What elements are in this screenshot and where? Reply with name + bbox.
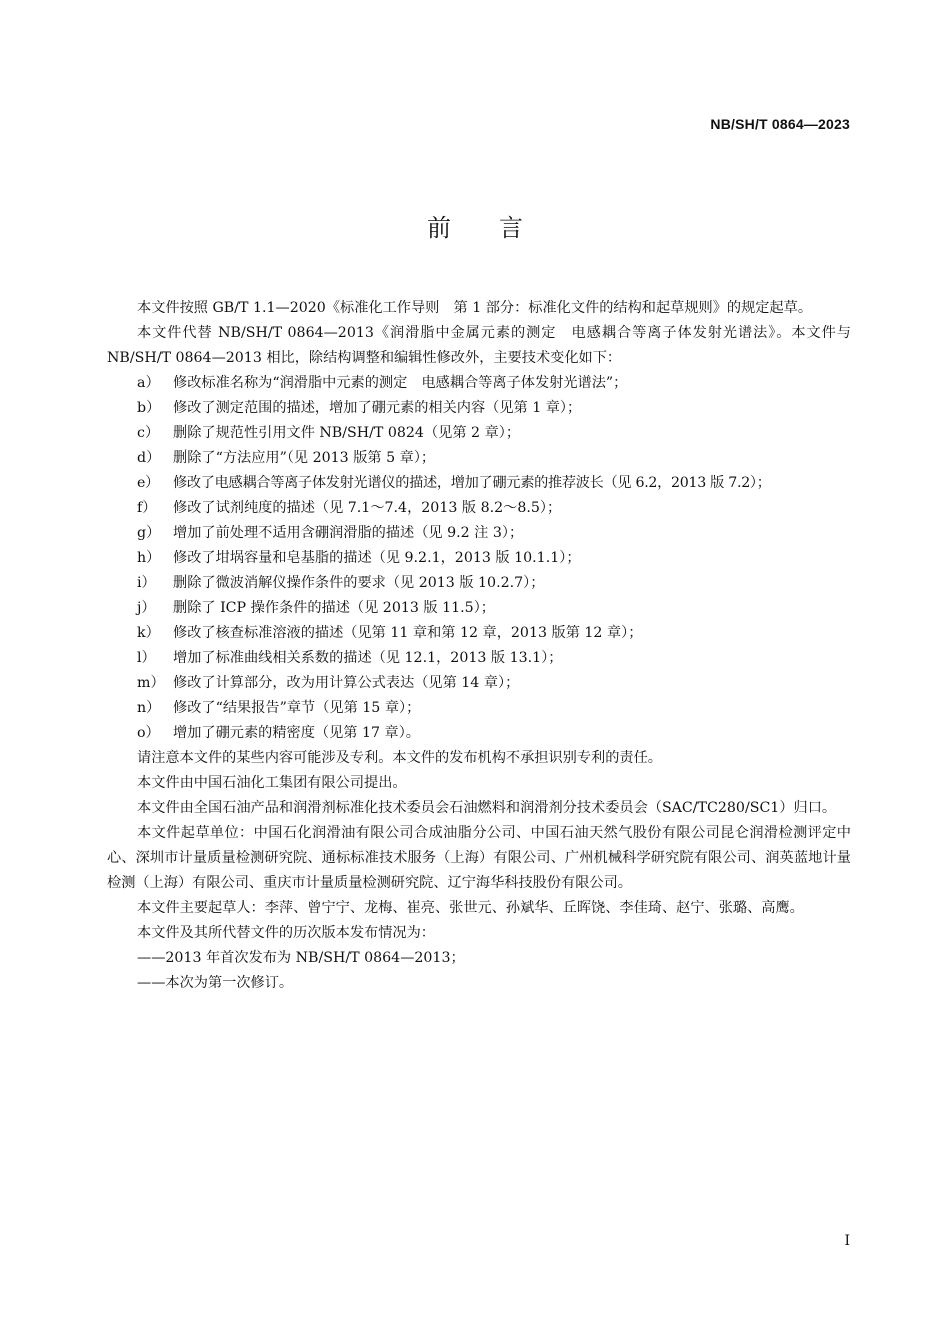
page-number: I xyxy=(844,1233,850,1249)
list-marker: d） xyxy=(137,450,161,466)
list-marker: n） xyxy=(137,700,161,716)
list-item xyxy=(107,496,851,521)
proposer-statement: 本文件由中国石油化工集团有限公司提出。 xyxy=(137,775,407,791)
paragraph: 本文件按照 GB/T 1.1—2020《标准化工作导则 第 1 部分：标准化文件的结构和起草规则》的规定起草。 xyxy=(137,300,813,316)
list-item-text: 删除了规范性引用文件 NB/SH/T 0824（见第 2 章）； xyxy=(173,425,521,441)
list-marker: m） xyxy=(137,675,165,691)
list-item-text: 增加了前处理不适用含硼润滑脂的描述（见 9.2 注 3）； xyxy=(173,525,524,541)
list-item-text: 删除了 ICP 操作条件的描述（见 2013 版 11.5）； xyxy=(173,600,495,616)
list-item-text: 修改了电感耦合等离子体发射光谱仪的描述，增加了硼元素的推荐波长（见 6.2，2013 版 7.2）； xyxy=(173,475,771,491)
list-item xyxy=(107,646,851,671)
list-marker: l） xyxy=(137,650,156,666)
list-item xyxy=(107,671,851,696)
list-marker: g） xyxy=(137,525,161,541)
list-marker: c） xyxy=(137,425,160,441)
list-item-text: 修改了测定范围的描述，增加了硼元素的相关内容（见第 1 章）； xyxy=(173,400,582,416)
standard-code: NB/SH/T 0864—2023 xyxy=(710,116,850,132)
list-item xyxy=(107,396,851,421)
main-drafters: 本文件主要起草人：李萍、曾宁宁、龙梅、崔亮、张世元、孙斌华、丘晖饶、李佳琦、赵宁、张璐、高鹰。 xyxy=(137,900,804,916)
list-marker: a） xyxy=(137,375,160,391)
list-item-text: 增加了硼元素的精密度（见第 17 章）。 xyxy=(173,725,420,741)
list-item xyxy=(107,571,851,596)
paragraph: 本文件代替 NB/SH/T 0864—2013《润滑脂中金属元素的测定 电感耦合等离子体发射光谱法》。本文件与 NB/SH/T 0864—2013 相比，除结构调整和编辑性修改外，主要技术变化如下： xyxy=(107,325,851,366)
version-history-item: ——2013 年首次发布为 NB/SH/T 0864—2013； xyxy=(137,950,465,966)
version-history-intro: 本文件及其所代替文件的历次版本发布情况为： xyxy=(137,925,435,941)
list-marker: e） xyxy=(137,475,159,491)
list-marker: i） xyxy=(137,575,156,591)
list-marker: b） xyxy=(137,400,161,416)
list-item xyxy=(107,421,851,446)
responsible-committee: 本文件由全国石油产品和润滑剂标准化技术委员会石油燃料和润滑剂分技术委员会（SAC/TC280/SC1）归口。 xyxy=(137,800,837,816)
list-item-text: 修改标准名称为“润滑脂中元素的测定 电感耦合等离子体发射光谱法”； xyxy=(173,375,628,391)
list-item xyxy=(107,596,851,621)
list-marker: h） xyxy=(137,550,161,566)
drafting-units: 本文件起草单位：中国石化润滑油有限公司合成油脂分公司、中国石油天然气股份有限公司昆仑润滑检测评定中心、深圳市计量质量检测研究院、通标标准技术服务（上海）有限公司、广州机械科学研究院有限公司、润英蓝地计量检测（上海）有限公司、重庆市计量质量检测研究院、辽宁海华科技股份有限公司。 xyxy=(107,825,851,891)
list-marker: j） xyxy=(137,600,156,616)
list-marker: f） xyxy=(137,500,157,516)
list-item-text: 修改了“结果报告”章节（见第 15 章）； xyxy=(173,700,421,716)
list-item-text: 修改了计算部分，改为用计算公式表达（见第 14 章）； xyxy=(173,675,520,691)
list-item xyxy=(107,621,851,646)
list-item xyxy=(107,721,851,746)
list-item-text: 删除了微波消解仪操作条件的要求（见 2013 版 10.2.7）； xyxy=(173,575,545,591)
patent-notice: 请注意本文件的某些内容可能涉及专利。本文件的发布机构不承担识别专利的责任。 xyxy=(137,750,662,766)
foreword-body xyxy=(107,296,851,996)
list-item-text: 增加了标准曲线相关系数的描述（见 12.1，2013 版 13.1）； xyxy=(173,650,563,666)
list-item xyxy=(107,471,851,496)
list-item-text: 修改了坩埚容量和皂基脂的描述（见 9.2.1，2013 版 10.1.1）； xyxy=(173,550,581,566)
list-item-text: 修改了试剂纯度的描述（见 7.1～7.4，2013 版 8.2～8.5）； xyxy=(173,500,562,516)
list-item-text: 删除了“方法应用”（见 2013 版第 5 章）； xyxy=(173,450,436,466)
list-marker: k） xyxy=(137,625,160,641)
list-item xyxy=(107,696,851,721)
list-item xyxy=(107,371,851,396)
list-item xyxy=(107,521,851,546)
list-item xyxy=(107,546,851,571)
list-item-text: 修改了核查标准溶液的描述（见第 11 章和第 12 章，2013 版第 12 章）； xyxy=(173,625,643,641)
list-item xyxy=(107,446,851,471)
page-title: 前言 xyxy=(427,214,571,242)
version-history-item: ——本次为第一次修订。 xyxy=(137,975,294,991)
list-marker: o） xyxy=(137,725,160,741)
